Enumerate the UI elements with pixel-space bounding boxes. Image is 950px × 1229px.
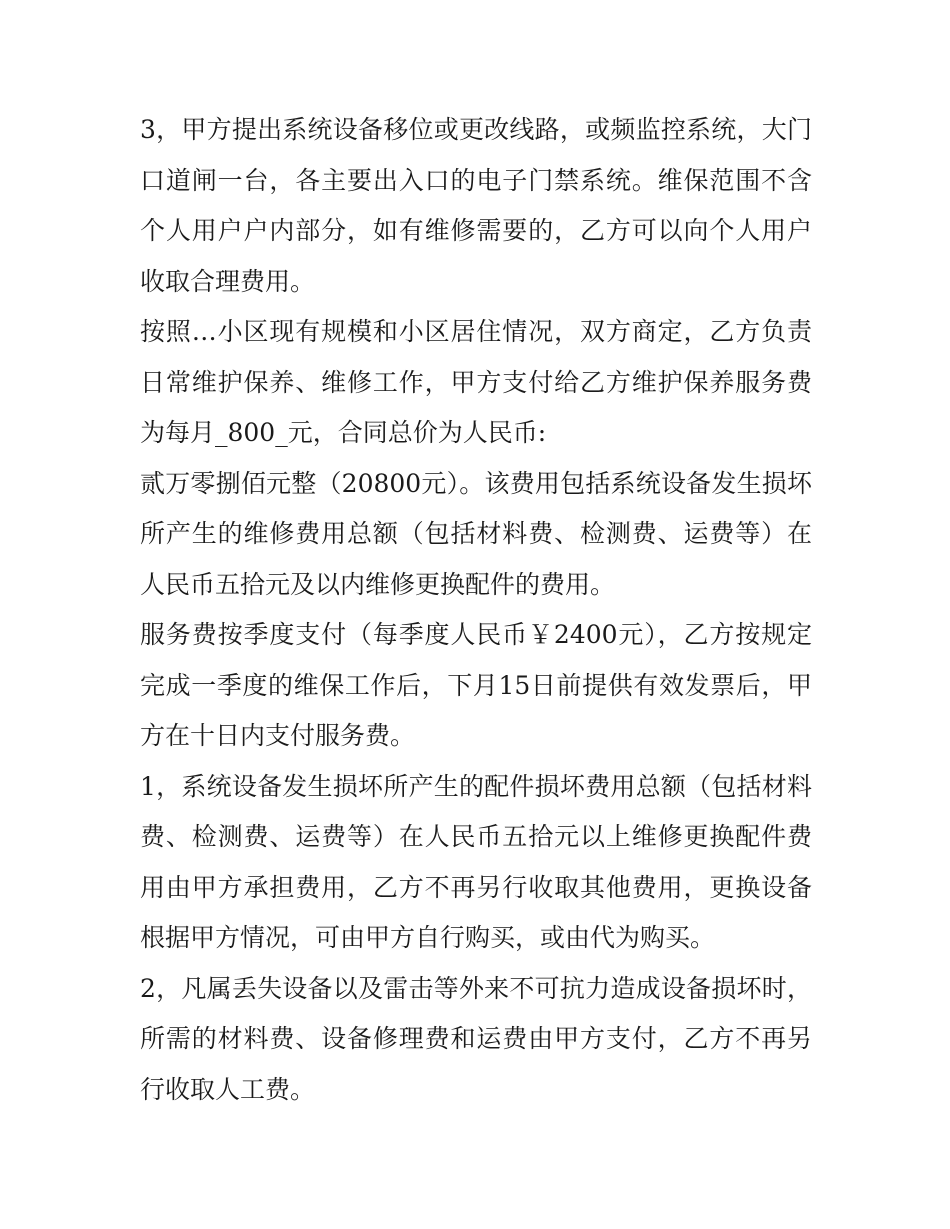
paragraph-service-fee: 按照…小区现有规模和小区居住情况，双方商定，乙方负责日常维护保养、维修工作，甲方支付给乙方维护保养服务费为每月_800_元，合同总价为人民币: xyxy=(140,317,812,447)
paragraph-payment-terms: 服务费按季度支付（每季度人民币￥2400元），乙方按规定完成一季度的维保工作后，下月15日前提供有效发票后，甲方在十日内支付服务费。 xyxy=(140,620,812,750)
paragraph-clause-2: 2，凡属丢失设备以及雷击等外来不可抗力造成设备损坏时，所需的材料费、设备修理费和运费由甲方支付，乙方不再另行收取人工费。 xyxy=(140,973,812,1104)
document-body xyxy=(140,105,812,1115)
paragraph-clause-1: 1，系统设备发生损坏所产生的配件损坏费用总额（包括材料费、检测费、运费等）在人民币五拾元以上维修更换配件费用由甲方承担费用，乙方不再另行收取其他费用，更换设备根据甲方情况，可由甲方自行购买，或由代为购买。 xyxy=(140,771,812,952)
paragraph-total-price: 贰万零捌佰元整（20800元）。该费用包括系统设备发生损坏所产生的维修费用总额（包括材料费、检测费、运费等）在人民币五拾元及以内维修更换配件的费用。 xyxy=(140,468,812,599)
paragraph-clause-3: 3，甲方提出系统设备移位或更改线路，或频监控系统，大门口道闸一台，各主要出入口的电子门禁系统。维保范围不含个人用户户内部分，如有维修需要的，乙方可以向个人用户收取合理费用。 xyxy=(140,115,812,296)
